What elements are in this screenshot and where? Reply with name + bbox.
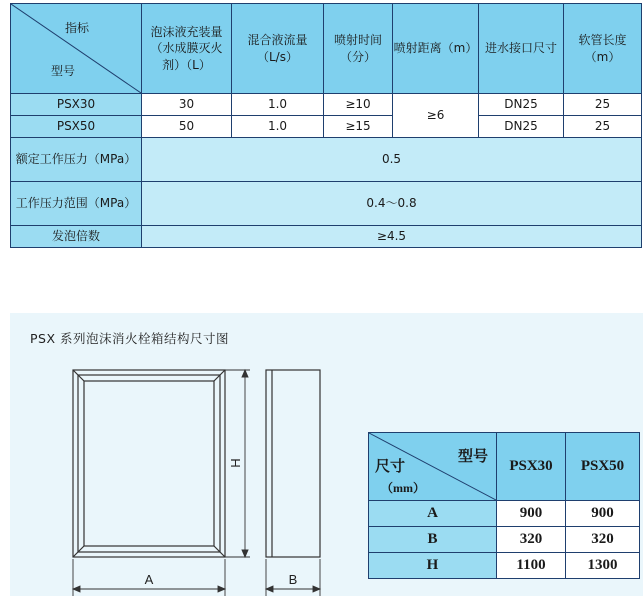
table-row [11,94,642,116]
rated-pressure-value: 0.5 [142,138,642,182]
dim-value: 900 [497,501,566,527]
dim-label: A [369,501,497,527]
inlet-cell: DN25 [479,116,564,138]
flow-cell: 1.0 [232,116,324,138]
dim-corner-model: 型号 [457,449,488,465]
time-cell: ≥10 [324,94,393,116]
charge-cell: 30 [142,94,232,116]
table-row [369,501,640,527]
drawing-title: PSX 系列泡沫消火栓箱结构尺寸图 [30,331,230,346]
range-cell: ≥6 [393,94,479,138]
drawing-panel [10,313,643,596]
pressure-range-label: 工作压力范围（MPa） [11,182,142,226]
inlet-cell: DN25 [479,94,564,116]
dim-header-psx50: PSX50 [566,433,640,501]
cabinet-drawing [10,313,360,596]
dim-label: H [369,553,497,579]
table-row [369,527,640,553]
corner-model-label: 型号 [51,63,76,78]
flow-cell: 1.0 [232,94,324,116]
diagonal-line [11,4,141,93]
model-cell: PSX50 [11,116,142,138]
dim-value: 900 [566,501,640,527]
dim-value: 1100 [497,553,566,579]
model-cell: PSX30 [11,94,142,116]
table-row [11,138,642,182]
dim-value: 1300 [566,553,640,579]
dim-corner-cell [369,433,497,501]
table-row [11,226,642,248]
expansion-ratio-label: 发泡倍数 [11,226,142,248]
label-h: H [228,458,243,468]
table-row [369,553,640,579]
table-row [11,182,642,226]
label-b: B [288,572,298,587]
header-hose: 软管长度（m） [564,4,642,94]
dim-corner-size: 尺寸 [375,459,406,475]
dim-value: 320 [497,527,566,553]
table-row [11,116,642,138]
spec-corner-cell [11,4,142,94]
expansion-ratio-value: ≥4.5 [142,226,642,248]
header-inlet: 进水接口尺寸 [479,4,564,94]
rated-pressure-label: 额定工作压力（MPa） [11,138,142,182]
header-time: 喷射时间（分） [324,4,393,94]
front-view [73,370,225,557]
time-cell: ≥15 [324,116,393,138]
header-charge: 泡沫液充装量（水成膜灭火剂）（L） [142,4,232,94]
header-range: 喷射距离（m） [393,4,479,94]
hose-cell: 25 [564,94,642,116]
pressure-range-value: 0.4～0.8 [142,182,642,226]
spec-table [10,3,642,248]
hose-cell: 25 [564,116,642,138]
side-view [266,370,320,557]
charge-cell: 50 [142,116,232,138]
dim-header-psx30: PSX30 [497,433,566,501]
corner-index-label: 指标 [64,21,89,35]
dim-corner-unit: （mm） [381,481,425,495]
dim-label: B [369,527,497,553]
dimension-table [368,432,640,579]
dim-value: 320 [566,527,640,553]
label-a: A [144,572,154,587]
header-flow: 混合液流量（L/s） [232,4,324,94]
